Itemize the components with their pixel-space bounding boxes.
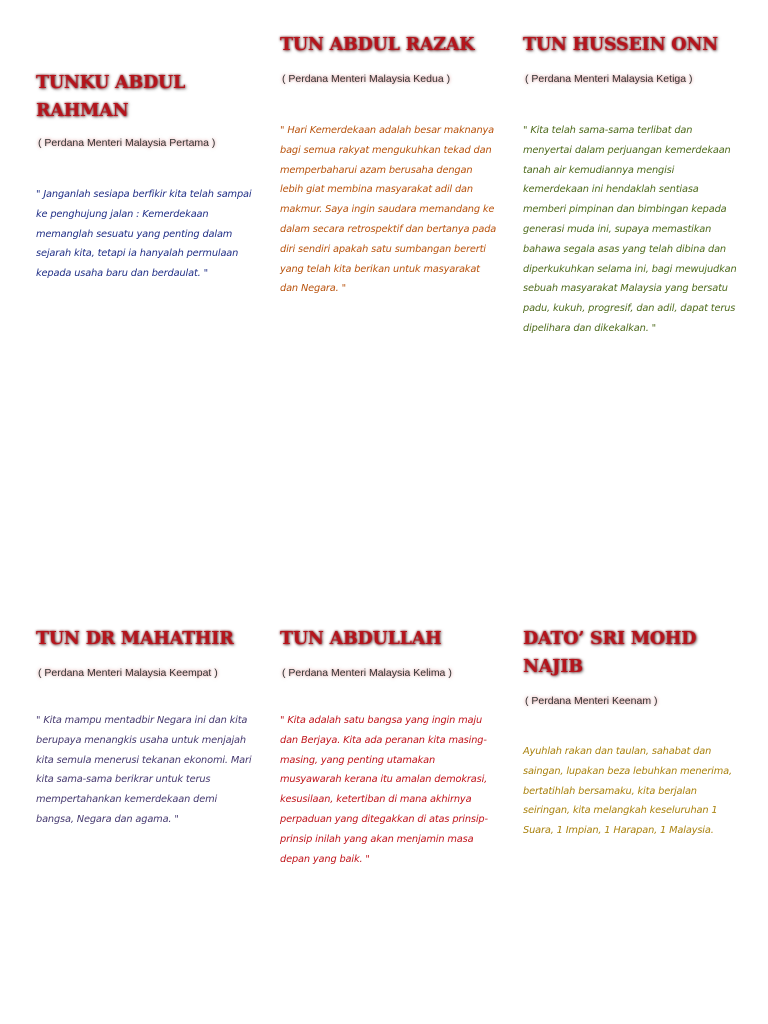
leader-card-tunku-abdul-rahman [36, 69, 254, 284]
leader-role: ( Perdana Menteri Malaysia Pertama ) [38, 137, 216, 149]
leader-quote: " Kita telah sama-sama terlibat dan menyertai dalam perjuangan kemerdekaan tanah air kemudiannya mengisi kemerdekaan ini hendaklah sentiasa memberi pimpinan dan bimbingan kepada generasi muda ini, supaya memastikan bahawa segala asas yang telah dibina dan diperkukuhkan selama ini, bagi mewujudkan sebuah masyarakat Malaysia yang bersatu padu, kukuh, progresif, dan adil, dapat terus dipelihara dan dikekalkan. " [523, 125, 737, 334]
leader-quote: " Hari Kemerdekaan adalah besar maknanya bagi semua rakyat mengukuhkan tekad dan memperbaharui azam berusaha dengan lebih giat membina masyarakat adil dan makmur. Saya ingin saudara memandang ke dalam secara retrospektif dan bertanya pada diri sendiri apakah satu sumbangan bererti yang telah kita berikan untuk masyarakat dan Negara. " [280, 125, 497, 295]
leader-quote: Ayuhlah rakan dan taulan, sahabat dan saingan, lupakan beza lebuhkan menerima, bertatihlah bersamaku, kita berjalan seiringan, kita melangkah keseluruhan 1 Suara, 1 Impian, 1 Harapan, 1 Malaysia. [523, 746, 732, 837]
leader-quote: " Kita mampu mentadbir Negara ini dan kita berupaya menangkis usaha untuk menjajah kita semula menerusi tekanan ekonomi. Mari kita sama-sama berikrar untuk terus mempertahankan kemerdekaan demi bangsa, Negara dan agama. " [36, 715, 252, 825]
leader-card-tun-dr-mahathir [36, 625, 254, 830]
leader-role: ( Perdana Menteri Malaysia Kedua ) [282, 73, 451, 85]
leader-name: TUN DR MAHATHIR [36, 629, 234, 649]
leader-role: ( Perdana Menteri Malaysia Keempat ) [38, 667, 218, 679]
leader-card-tun-abdullah [280, 625, 498, 869]
leader-card-tun-abdul-razak [280, 31, 498, 299]
leader-name: TUN ABDULLAH [280, 629, 442, 649]
leader-card-dato-sri-mohd-najib [523, 625, 741, 841]
leader-name: TUN ABDUL RAZAK [280, 35, 475, 55]
leader-role: ( Perdana Menteri Malaysia Ketiga ) [525, 73, 693, 85]
leader-quote: " Janganlah sesiapa berfikir kita telah sampai ke penghujung jalan : Kemerdekaan memanglah sesuatu yang penting dalam sejarah kita, tetapi ia hanyalah permulaan kepada usaha baru dan berdaulat. " [36, 189, 252, 280]
leader-quote: " Kita adalah satu bangsa yang ingin maju dan Berjaya. Kita ada peranan kita masing-masing, yang penting utamakan musyawarah kerana itu amalan demokrasi, kesusilaan, ketertiban di mana akhirnya perpaduan yang ditegakkan di atas prinsip-prinsip inilah yang akan menjamin masa depan yang baik. " [280, 715, 488, 865]
leader-name: TUNKU ABDUL RAHMAN [36, 73, 186, 121]
leader-role: ( Perdana Menteri Keenam ) [525, 695, 658, 707]
leader-name: DATO’ SRI MOHD NAJIB [523, 629, 697, 677]
leader-card-tun-hussein-onn [523, 31, 741, 339]
leader-role: ( Perdana Menteri Malaysia Kelima ) [282, 667, 452, 679]
leader-name: TUN HUSSEIN ONN [523, 35, 718, 55]
